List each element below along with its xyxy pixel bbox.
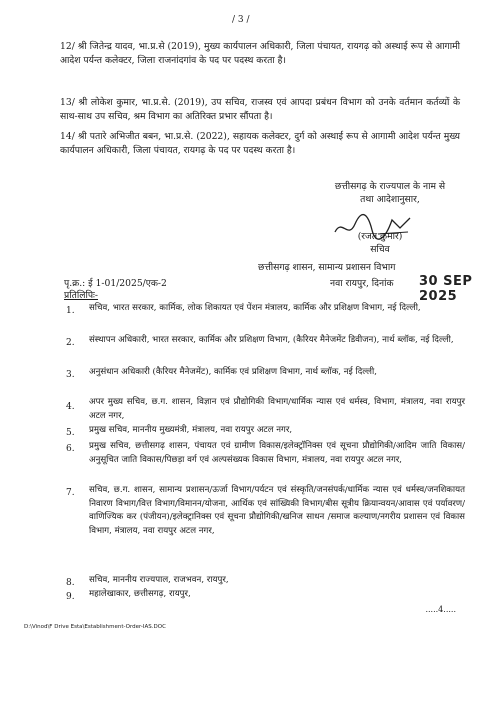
signatory-designation: सचिव bbox=[370, 244, 390, 255]
copy-number: 9. bbox=[66, 592, 75, 602]
date-stamp: 30 SEP 2025 bbox=[419, 274, 473, 304]
authority-block bbox=[300, 180, 480, 206]
copy-number: 4. bbox=[66, 402, 75, 412]
continuation-marker: .....4..... bbox=[425, 605, 456, 614]
file-path-footer: D:\Vinod\F Drive Esta\Establishment-Order-IAS.DOC bbox=[24, 624, 166, 630]
copy-item: संस्थापन अधिकारी, भारत सरकार, कार्मिक और प्रशिक्षण विभाग, (कैरियर मैनेजमेंट डिवीजन), नार्थ ब्लॉक, नई दिल्ली, bbox=[89, 335, 454, 345]
copy-number: 5. bbox=[66, 428, 75, 438]
order-paragraph-12: 12/ श्री जितेन्द्र यादव, भा.प्र.से (2019), मुख्य कार्यपालन अधिकारी, जिला पंचायत, रायगढ़ को अस्थाई रूप से आगामी आदेश पर्यन्त कलेक्टर, जिला राजनांदगांव के पद पर पदस्थ करता है। bbox=[60, 41, 460, 66]
endorsement-reference: पृ.क्र.: ई 1-01/2025/एक-2 bbox=[64, 278, 167, 289]
page-number: / 3 / bbox=[232, 15, 250, 25]
signatory-name: (रजत कुमार) bbox=[357, 231, 403, 242]
copy-item: अपर मुख्य सचिव, छ.ग. शासन, विज्ञान एवं प्रौद्योगिकी विभाग/धार्मिक न्यास एवं धर्मस्व, विभाग, मंत्रालय, नवा रायपुर अटल नगर, bbox=[89, 397, 465, 421]
copy-number: 8. bbox=[66, 578, 75, 588]
copy-item: प्रमुख सचिव, छत्तीसगढ़ शासन, पंचायत एवं ग्रामीण विकास/इलेक्ट्रॉनिक्स एवं सूचना प्रौद्योगिकी/आदिम जाति विकास/अनुसूचित जाति विकास/पिछड़ा वर्ग एवं अल्पसंख्यक विकास विभाग, मंत्रालय, नवा रायपुर अटल नगर, bbox=[89, 441, 465, 465]
copy-item: अनुसंधान अधिकारी (कैरियर मैनेजमेंट), कार्मिक एवं प्रशिक्षण विभाग, नार्थ ब्लॉक, नई दिल्ली, bbox=[89, 367, 377, 377]
copy-item: महालेखाकार, छत्तीसगढ़, रायपुर, bbox=[89, 589, 191, 599]
order-paragraph-13: 13/ श्री लोकेश कुमार, भा.प्र.से. (2019), उप सचिव, राजस्व एवं आपदा प्रबंधन विभाग को उनके वर्तमान कर्तव्यों के साथ-साथ उप सचिव, श्रम विभाग का अतिरिक्त प्रभार सौंपता है। bbox=[60, 97, 460, 122]
copy-item: सचिव, छ.ग. शासन, सामान्य प्रशासन/ऊर्जा विभाग/पर्यटन एवं संस्कृति/जनसंपर्क/धार्मिक न्यास एवं धर्मस्व/जनशिकायत निवारण विभाग/वित्त विभाग/विमानन/योजना, आर्थिक एवं सांख्यिकी विभाग/बीस सूत्रीय क्रियान्वयन/आवास एवं पर्यावरण/वाणिज्यिक कर (पंजीयन)/इलेक्ट्रानिक्स एवं सूचना प्रौद्योगिकी/खनिज साधन /समाज कल्याण/नगरीय प्रशासन एवं विकास विभाग, मंत्रालय, नवा रायपुर अटल नगर, bbox=[89, 485, 465, 536]
authority-line-2: तथा आदेशानुसार, bbox=[360, 194, 420, 205]
copy-item: सचिव, भारत सरकार, कार्मिक, लोक शिकायत एवं पेंशन मंत्रालय, कार्मिक और प्रशिक्षण विभाग, नई दिल्ली, bbox=[89, 303, 421, 313]
copy-item: प्रमुख सचिव, माननीय मुख्यमंत्री, मंत्रालय, नवा रायपुर अटल नगर, bbox=[89, 425, 293, 435]
copies-heading: प्रतिलिपिः- bbox=[64, 290, 99, 301]
signatory-department: छत्तीसगढ़ शासन, सामान्य प्रशासन विभाग bbox=[258, 262, 396, 273]
place-date-label: नवा रायपुर, दिनांक bbox=[330, 278, 394, 289]
order-paragraph-14: 14/ श्री पतारे अभिजीत बबन, भा.प्र.से. (2022), सहायक कलेक्टर, दुर्ग को अस्थाई रूप से आगामी आदेश पर्यन्त मुख्य कार्यपालन अधिकारी, जिला पंचायत, रायगढ़ के पद पर पदस्थ करता है। bbox=[60, 131, 460, 156]
copy-number: 3. bbox=[66, 370, 75, 380]
copy-item: सचिव, माननीय राज्यपाल, राजभवन, रायपुर, bbox=[89, 575, 229, 585]
copy-number: 7. bbox=[66, 488, 75, 498]
copy-number: 1. bbox=[66, 306, 75, 316]
authority-line-1: छत्तीसगढ़ के राज्यपाल के नाम से bbox=[334, 181, 446, 192]
copy-number: 2. bbox=[66, 338, 75, 348]
copy-number: 6. bbox=[66, 444, 75, 454]
signatory-block bbox=[300, 230, 460, 256]
